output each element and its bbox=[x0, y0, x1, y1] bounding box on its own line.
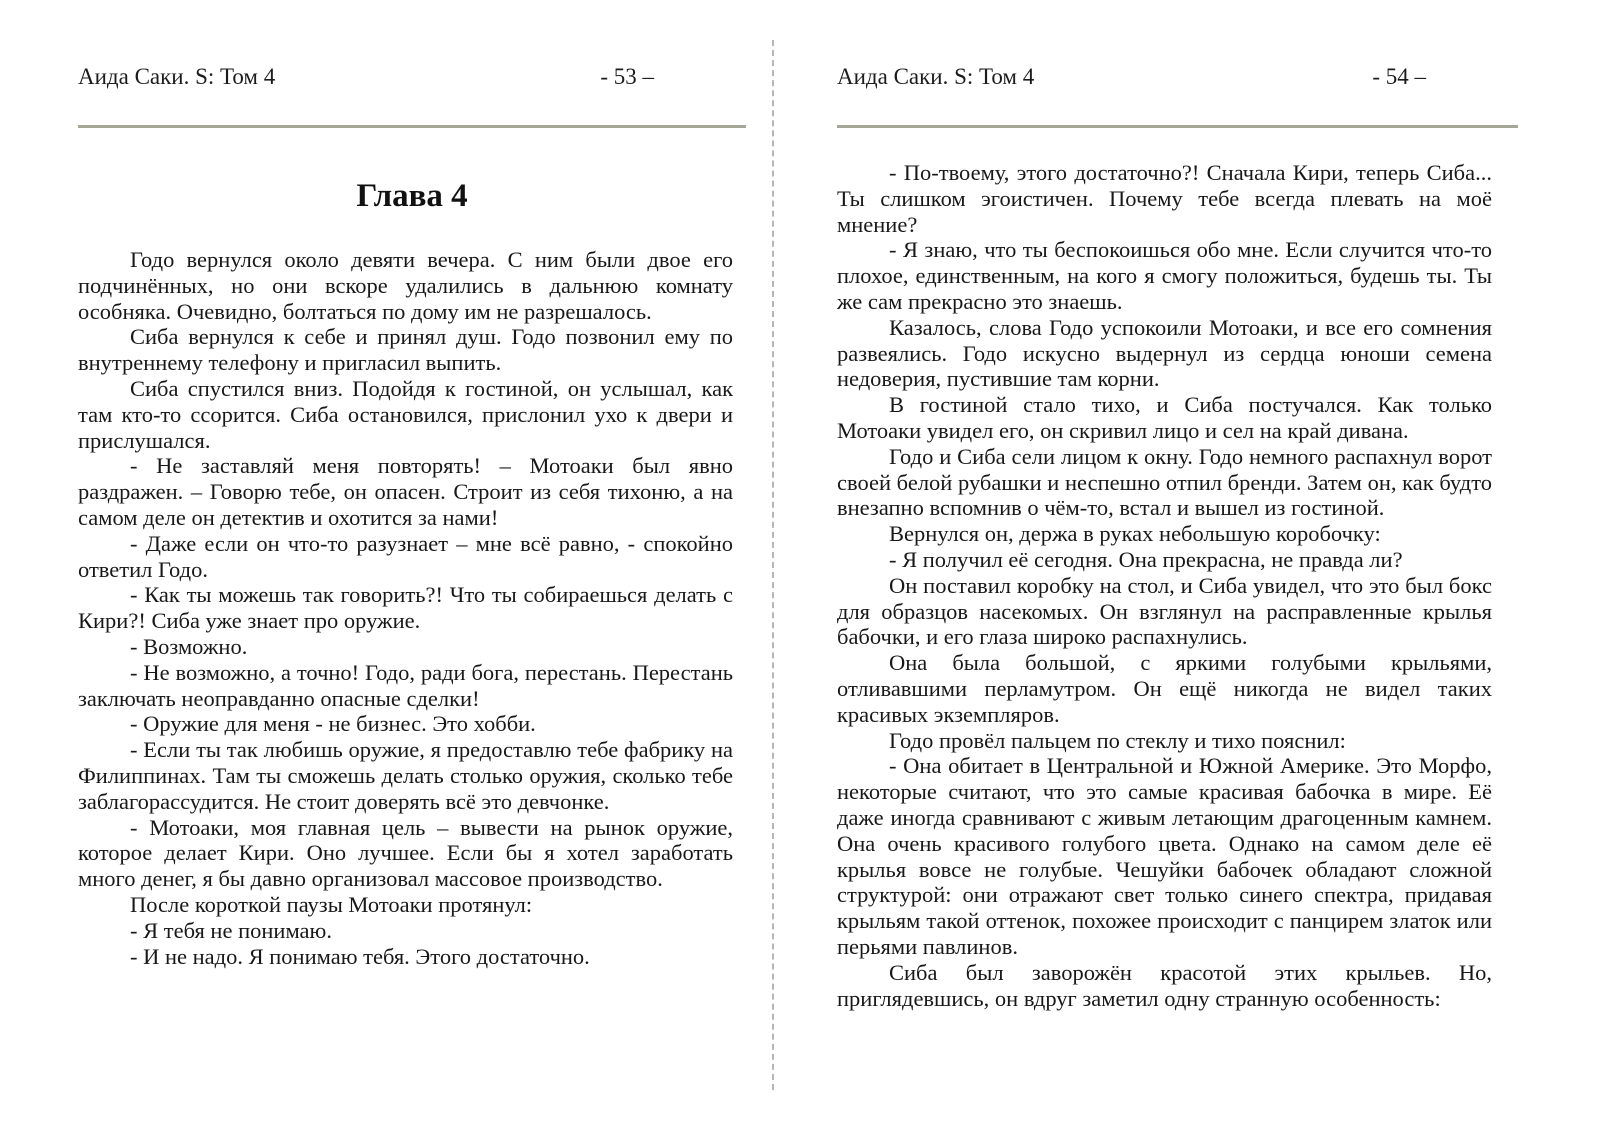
paragraph: - Оружие для меня - не бизнес. Это хобби. bbox=[130, 711, 536, 737]
paragraph: После короткой паузы Мотоаки протянул: bbox=[130, 891, 533, 917]
paragraph: - И не надо. Я понимаю тебя. Этого достаточно. bbox=[130, 943, 590, 969]
book-title: Аида Саки. S: Том 4 bbox=[78, 64, 276, 89]
header-rule bbox=[78, 125, 746, 128]
page-54 bbox=[837, 0, 1518, 1131]
paragraph: Годо провёл пальцем по стеклу и тихо пояснил: bbox=[889, 727, 1346, 753]
paragraph: В гостиной стало тихо, и Сиба постучался. Как только Мотоаки увидел его, он скривил лицо и сел на край дивана. bbox=[837, 392, 1492, 443]
paragraph: - Возможно. bbox=[130, 633, 248, 659]
paragraph: - По-твоему, этого достаточно?! Сначала Кири, теперь Сиба... Ты слишком эгоистичен. Почему тебе всегда плевать на моё мнение? bbox=[837, 160, 1492, 237]
paragraph: - Не заставляй меня повторять! – Мотоаки был явно раздражен. – Говорю тебе, он опасен. Строит из себя тихоню, а на самом деле он детектив и охотится за нами! bbox=[78, 453, 733, 530]
page-header bbox=[837, 63, 1518, 91]
paragraph: - Даже если он что-то разузнает – мне всё равно, - спокойно ответил Годо. bbox=[78, 530, 733, 582]
paragraph: - Не возможно, а точно! Годо, ради бога, перестань. Перестань заключать неоправданно опасные сделки! bbox=[78, 659, 733, 711]
paragraph: - Я тебя не понимаю. bbox=[130, 917, 332, 943]
paragraph: Годо вернулся около девяти вечера. С ним были двое его подчинённых, но они вскоре удалились в дальнюю комнату особняка. Очевидно, болтаться по дому им не разрешалось. bbox=[78, 247, 733, 324]
paragraph: - Я получил её сегодня. Она прекрасна, не правда ли? bbox=[889, 546, 1403, 572]
page-body bbox=[78, 247, 733, 969]
paragraph: Она была большой, с яркими голубыми крыльями, отливавшими перламутром. Он ещё никогда не видел таких красивых экземпляров. bbox=[837, 650, 1492, 727]
paragraph: Вернулся он, держа в руках небольшую коробочку: bbox=[889, 521, 1381, 547]
page-number: - 53 – bbox=[600, 64, 654, 89]
page-header bbox=[78, 63, 746, 91]
page-divider-dashed-line bbox=[772, 40, 774, 1090]
paragraph: - Как ты можешь так говорить?! Что ты собираешься делать с Кири?! Сиба уже знает про оружие. bbox=[78, 582, 733, 634]
paragraph: Он поставил коробку на стол, и Сиба увидел, что это был бокс для образцов насекомых. Он взглянул на расправленные крылья бабочки, и его глаза широко распахнулись. bbox=[837, 572, 1492, 650]
paragraph: - Мотоаки, моя главная цель – вывести на рынок оружие, которое делает Кири. Оно лучшее. Если бы я хотел заработать много денег, я бы давно организовал массовое производство. bbox=[78, 814, 733, 892]
page-body bbox=[837, 160, 1492, 1011]
page-53 bbox=[78, 0, 746, 1131]
header-rule bbox=[837, 125, 1518, 128]
paragraph: Сиба вернулся к себе и принял душ. Годо позвонил ему по внутреннему телефону и пригласил выпить. bbox=[78, 324, 733, 376]
paragraph: Сиба спустился вниз. Подойдя к гостиной, он услышал, как там кто-то ссорится. Сиба остановился, прислонил ухо к двери и прислушался. bbox=[78, 375, 733, 453]
paragraph: Сиба был заворожён красотой этих крыльев. Но, приглядевшись, он вдруг заметил одну странную особенность: bbox=[837, 959, 1492, 1011]
page-number: - 54 – bbox=[1372, 64, 1426, 89]
paragraph: Годо и Сиба сели лицом к окну. Годо немного распахнул ворот своей белой рубашки и неспешно отпил бренди. Затем он, как будто внезапно вспомнив о чём-то, встал и вышел из гостиной. bbox=[837, 443, 1492, 521]
paragraph: Казалось, слова Годо успокоили Мотоаки, и все его сомнения развеялись. Годо искусно выдернул из сердца юноши семена недоверия, пустившие там корни. bbox=[837, 314, 1492, 392]
paragraph: - Она обитает в Центральной и Южной Америке. Это Морфо, некоторые считают, что это самые красивая бабочка в мире. Её даже иногда сравнивают с живым летающим драгоценным камнем. Она очень красивого голубого цвета. Однако на самом деле её крылья вовсе не голубые. Чешуйки бабочек обладают сложной структурой: они отражают свет только синего спектра, придавая крыльям такой оттенок, похожее происходит с панцирем златок или перьями павлинов. bbox=[837, 753, 1492, 959]
paragraph: - Я знаю, что ты беспокоишься обо мне. Если случится что-то плохое, единственным, на кого я смогу положиться, будешь ты. Ты же сам прекрасно это знаешь. bbox=[837, 237, 1492, 314]
paragraph: - Если ты так любишь оружие, я предоставлю тебе фабрику на Филиппинах. Там ты сможешь делать столько оружия, сколько тебе заблагорассудится. Не стоит доверять всё это девчонке. bbox=[78, 737, 733, 814]
book-title: Аида Саки. S: Том 4 bbox=[837, 64, 1035, 89]
chapter-title: Глава 4 bbox=[356, 178, 468, 214]
